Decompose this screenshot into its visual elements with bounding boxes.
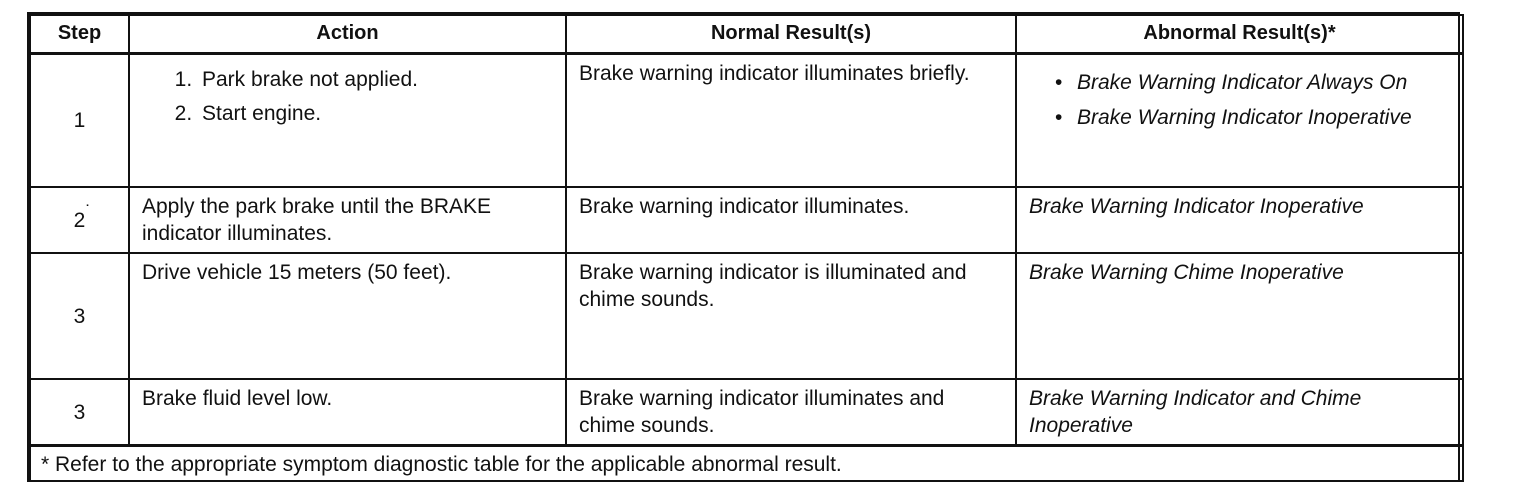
table-row	[30, 253, 1463, 379]
step-number: 3	[30, 253, 129, 379]
normal-result: Brake warning indicator illuminates briefly.	[566, 53, 1016, 187]
step-number: 3	[30, 379, 129, 445]
action-list	[142, 66, 553, 127]
normal-result: Brake warning indicator is illuminated and chime sounds.	[566, 253, 1016, 379]
header-step: Step	[30, 15, 129, 53]
footnote-row	[30, 445, 1463, 481]
header-row	[30, 15, 1463, 53]
header-action: Action	[129, 15, 566, 53]
abnormal-result-list	[1029, 69, 1450, 131]
table-row	[30, 379, 1463, 445]
step-number: 1	[30, 53, 129, 187]
action-text: Drive vehicle 15 meters (50 feet).	[129, 253, 566, 379]
header-abnormal-results: Abnormal Result(s)*	[1016, 15, 1463, 53]
abnormal-result: Brake Warning Indicator and Chime Inoperative	[1016, 379, 1463, 445]
list-item: • Brake Warning Indicator Always On	[1077, 69, 1450, 96]
footnote: * Refer to the appropriate symptom diagnostic table for the applicable abnormal result.	[30, 445, 1463, 481]
diagnostic-table-container	[27, 12, 1460, 482]
list-item: • Brake Warning Indicator Inoperative	[1077, 104, 1450, 131]
abnormal-result-cell	[1016, 53, 1463, 187]
step-number: 2 ˙	[74, 209, 86, 232]
action-text: Brake fluid level low.	[129, 379, 566, 445]
step-number-cell	[30, 187, 129, 253]
list-item: 2. Start engine.	[198, 100, 553, 127]
action-cell	[129, 53, 566, 187]
abnormal-result: Brake Warning Chime Inoperative	[1016, 253, 1463, 379]
normal-result: Brake warning indicator illuminates and chime sounds.	[566, 379, 1016, 445]
list-item: 1. Park brake not applied.	[198, 66, 553, 93]
diagnostic-table	[29, 14, 1464, 482]
normal-result: Brake warning indicator illuminates.	[566, 187, 1016, 253]
abnormal-result: Brake Warning Indicator Inoperative	[1016, 187, 1463, 253]
table-row	[30, 53, 1463, 187]
table-row	[30, 187, 1463, 253]
action-text: Apply the park brake until the BRAKE indicator illuminates.	[129, 187, 566, 253]
header-normal-results: Normal Result(s)	[566, 15, 1016, 53]
